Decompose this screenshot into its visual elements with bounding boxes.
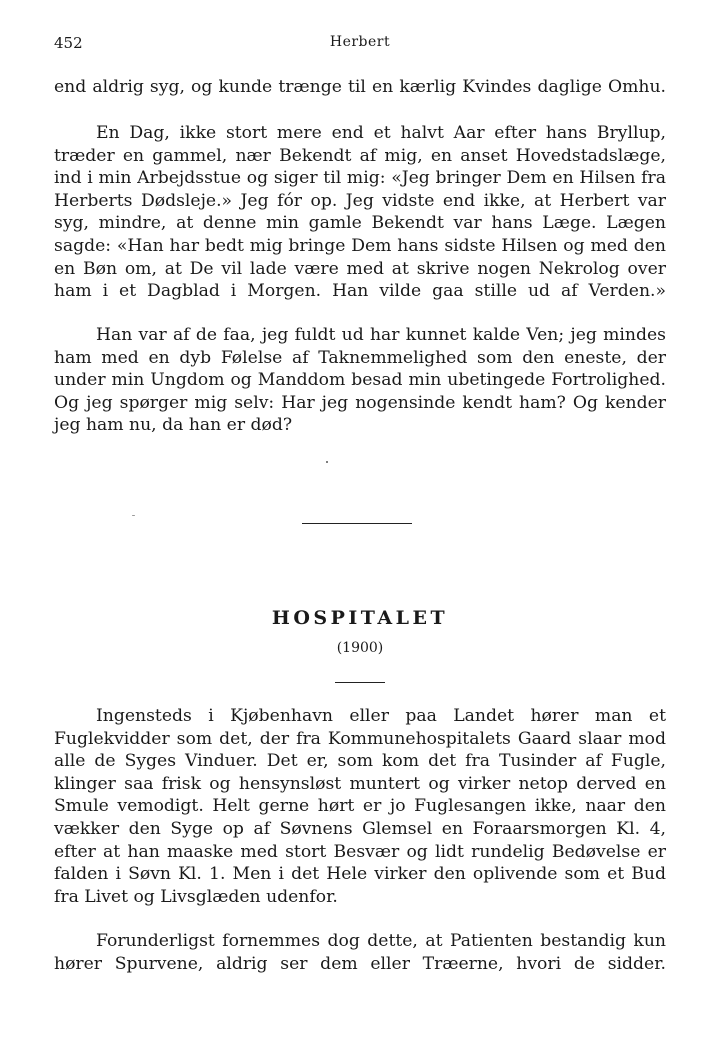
running-title: Herbert <box>329 34 391 50</box>
paragraph-text: Han var af de faa, jeg fuldt ud har kunnet kalde Ven; jeg mindes ham med en dyb Følelse af Taknemmelighed som den eneste, der under min Ungdom og Manddom besad min ubetingede Fortrolighed. Og jeg spørger mig selv: Har jeg nogensinde kendt ham? Og kender jeg ham nu, da han er død? <box>54 325 666 436</box>
paragraph-doctor-visit <box>54 122 666 303</box>
paragraph-text: end aldrig syg, og kunde trænge til en kærlig Kvindes daglige Omhu. <box>54 77 666 97</box>
page-number: 452 <box>54 34 83 52</box>
paragraph-text: Forunderligst fornemmes dog dette, at Patienten bestandig kun hører Spurvene, aldrig ser dem eller Træerne, hvori de sidder. <box>54 931 666 974</box>
book-page <box>54 0 666 1037</box>
title-rule <box>335 682 385 683</box>
section-title: HOSPITALET <box>271 607 449 629</box>
paragraph-birdsong <box>54 705 666 908</box>
print-speck <box>132 515 135 516</box>
section-divider <box>302 523 412 524</box>
print-speck <box>326 461 328 463</box>
page-header <box>54 34 666 56</box>
section-year: (1900) <box>336 640 384 656</box>
paragraph-text: Ingensteds i Kjøbenhavn eller paa Landet hører man et Fuglekvidder som det, der fra Kommunehospitalets Gaard slaar mod alle de Syges Vinduer. Det er, som kom det fra Tusinder af Fugle, klinger saa frisk og hensynsløst muntert og virker netop derved en Smule vemodigt. Helt gerne hørt er jo Fuglesangen ikke, naar den vækker den Syge op af Søvnens Glemsel en Foraarsmorgen Kl. 4, efter at han maaske med stort Besvær og lidt rundelig Bedøvelse er falden i Søvn Kl. 1. Men i det Hele virker den oplivende som et Bud fra Livet og Livsglæden udenfor. <box>54 706 666 907</box>
paragraph-continuation <box>54 76 666 99</box>
paragraph-friend <box>54 324 666 437</box>
paragraph-sparrows <box>54 930 666 975</box>
paragraph-text: En Dag, ikke stort mere end et halvt Aar efter hans Bryllup, træder en gammel, nær Bekendt af mig, en anset Hovedstadslæge, ind i min Arbejdsstue og siger til mig: «Jeg bringer Dem en Hilsen fra Herberts Dødsleje.» Jeg fór op. Jeg vidste end ikke, at Herbert var syg, mindre, at denne min gamle Bekendt var hans Læge. Lægen sagde: «Han har bedt mig bringe Dem hans sidste Hilsen og med den en Bøn om, at De vil lade være med at skrive nogen Nekrolog over ham i et Dagblad i Morgen. Han vilde gaa stille ud af Verden.» <box>54 123 666 302</box>
